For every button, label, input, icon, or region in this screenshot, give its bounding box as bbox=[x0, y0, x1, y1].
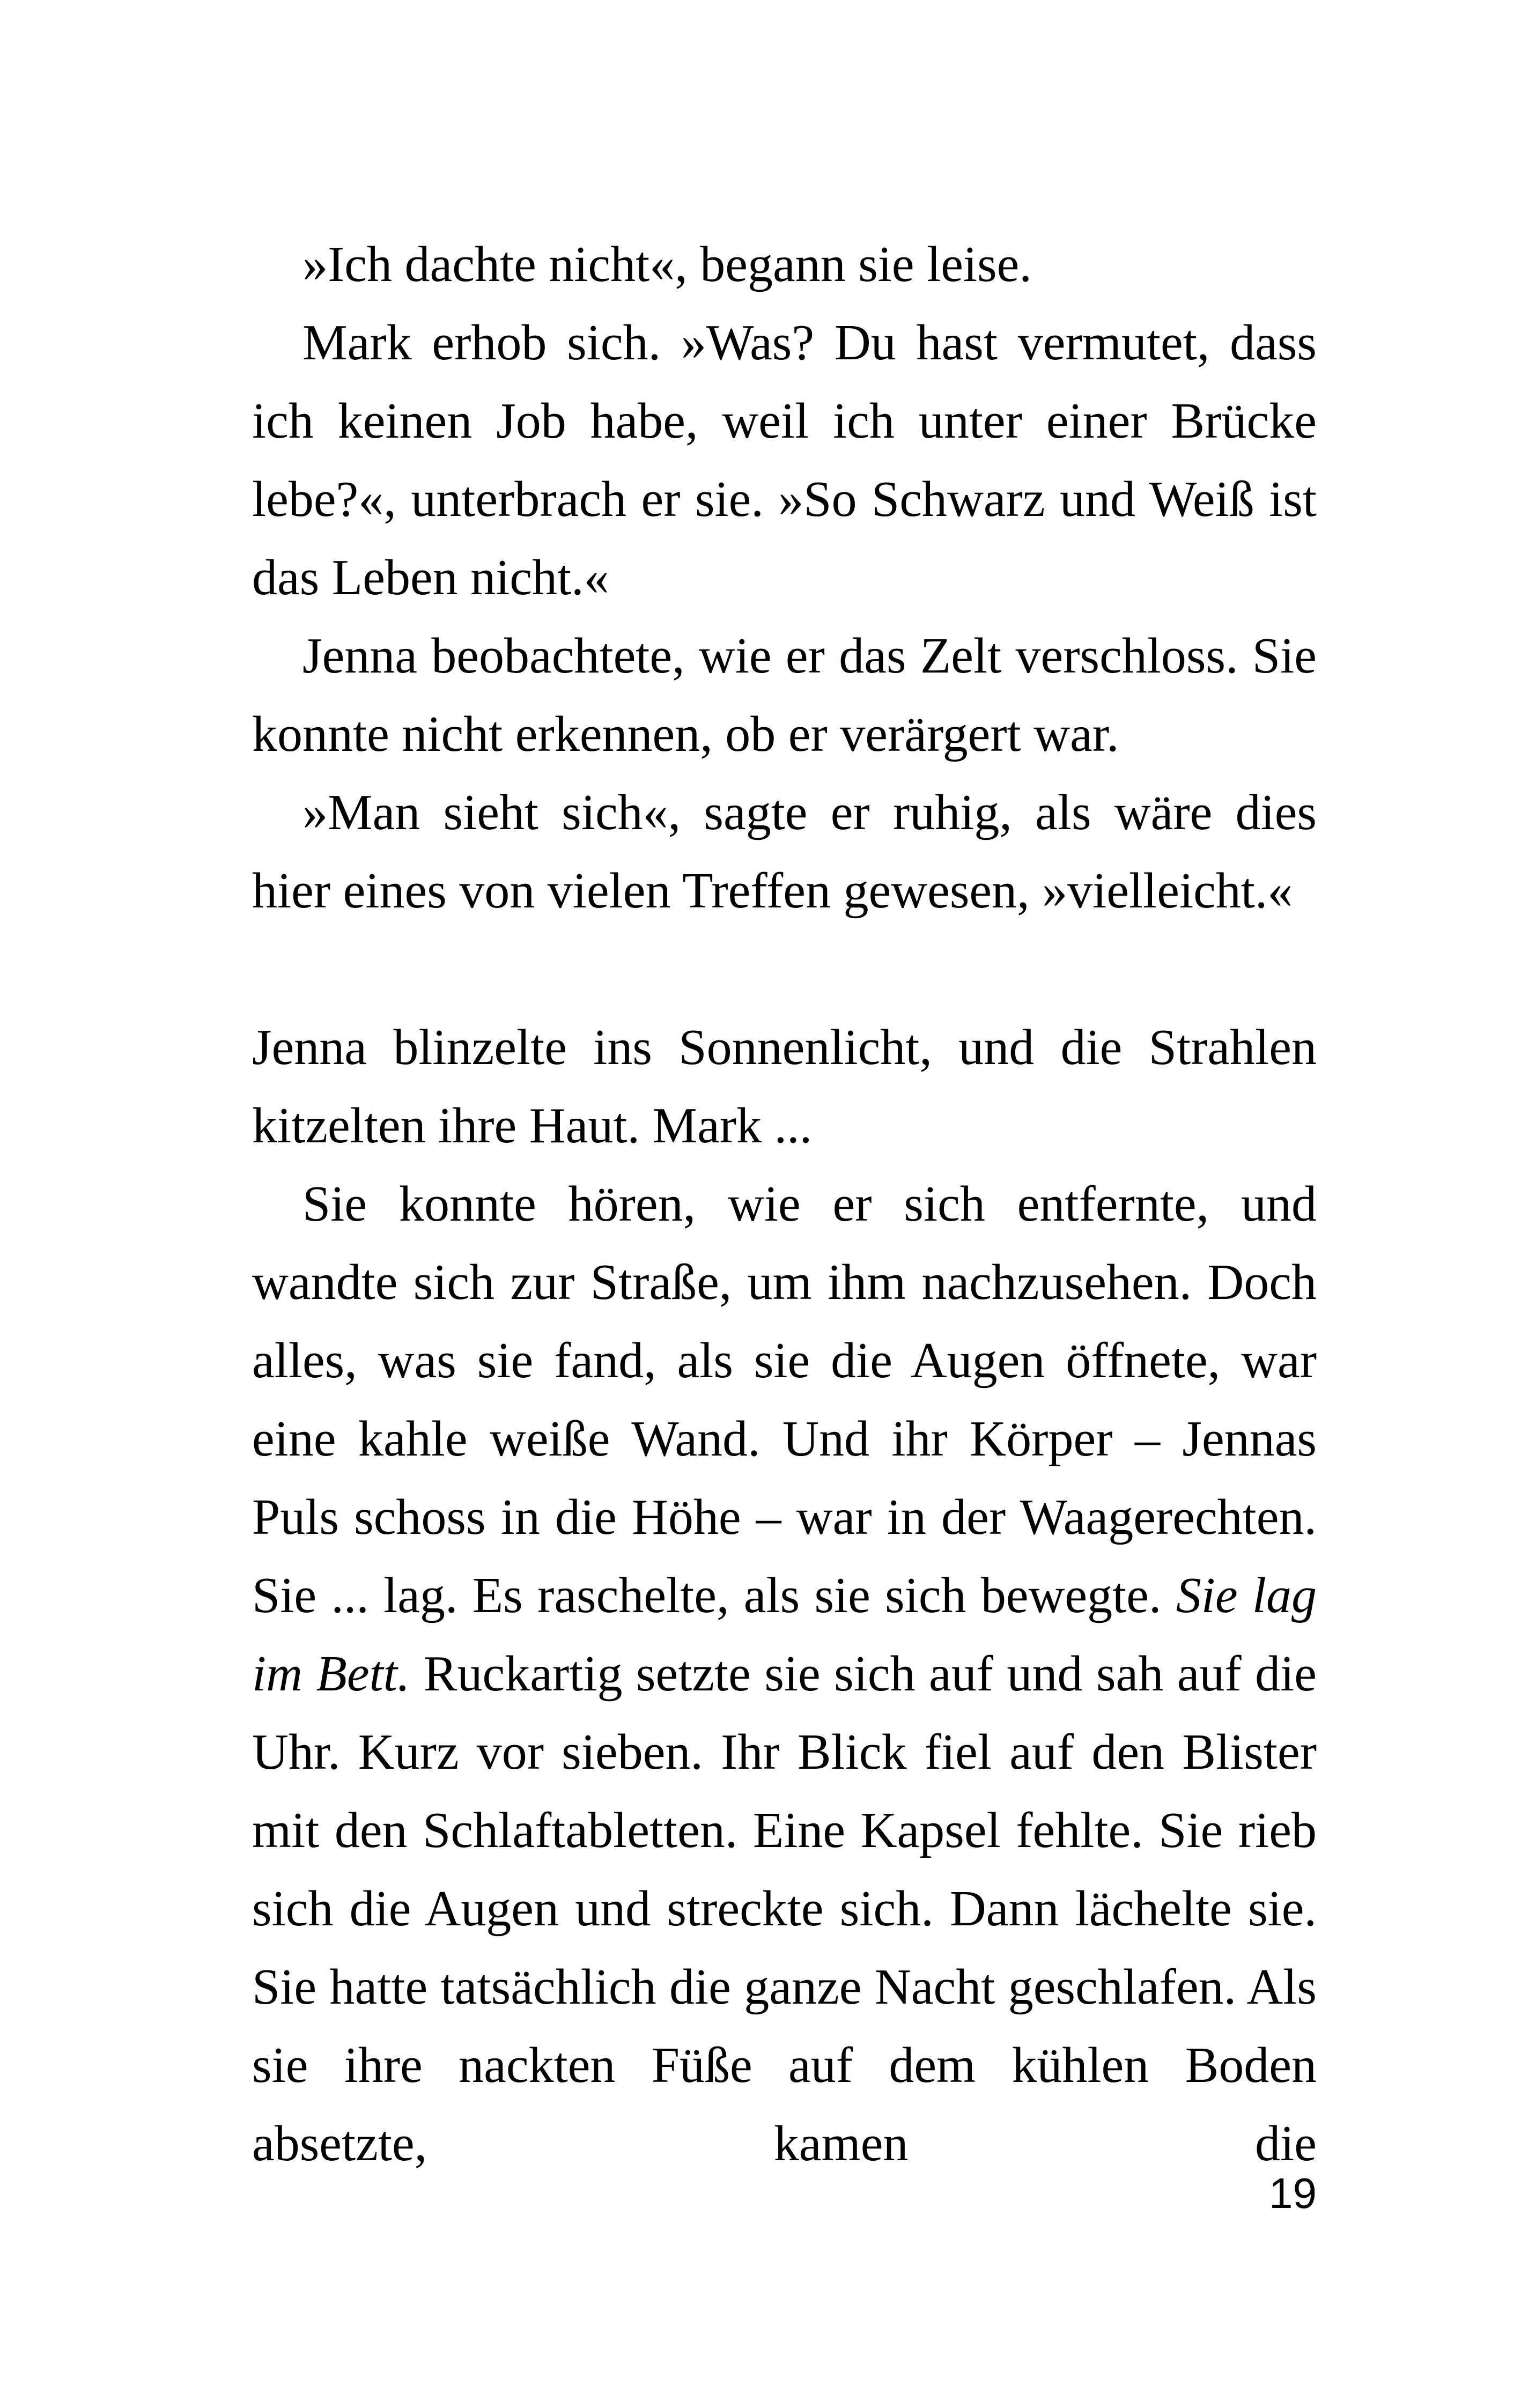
paragraph-text: Ruckartig setzte sie sich auf und sah auf die Uhr. Kurz vor sieben. Ihr Blick fiel auf den Blister mit den Schlaftabletten. Eine Kapsel fehlte. Sie rieb sich die Augen und streckte sich. Dann lächelte sie. Sie hatte tatsächlich die ganze Nacht geschlafen. Als sie ihre nackten Füße auf dem kühlen Boden absetzte, kamen die bbox=[252, 1646, 1317, 2171]
page-number: 19 bbox=[1269, 2169, 1317, 2217]
paragraph: Jenna blinzelte ins Sonnenlicht, und die Strahlen kitzelten ihre Haut. Mark ... bbox=[252, 1020, 1317, 1154]
paragraph: »Ich dachte nicht«, begann sie leise. bbox=[302, 237, 1032, 292]
section-break bbox=[252, 930, 1317, 1008]
paragraph-text: Sie konnte hören, wie er sich entfernte, und wandte sich zur Straße, um ihm nachzusehen. Doch alles, was sie fand, als sie die Augen öffnete, war eine kahle weiße Wand. Und ihr Körper – Jennas Puls schoss in die Höhe – war in der Waagerechten. Sie ... lag. Es raschelte, als sie sich bewegte. bbox=[252, 1176, 1317, 1623]
italic-text: Sie lag im Bett. bbox=[252, 1568, 1317, 1702]
paragraph: »Man sieht sich«, sagte er ruhig, als wäre dies hier eines von vielen Treffen gewesen, »vielleicht.« bbox=[252, 785, 1317, 919]
paragraph: Jenna beobachtete, wie er das Zelt verschloss. Sie konnte nicht erkennen, ob er verärgert war. bbox=[252, 628, 1317, 762]
paragraph bbox=[252, 1165, 1317, 2183]
body-text bbox=[252, 225, 1317, 2183]
paragraph: Mark erhob sich. »Was? Du hast vermutet, dass ich keinen Job habe, weil ich unter einer Brücke lebe?«, unterbrach er sie. »So Schwarz und Weiß ist das Leben nicht.« bbox=[252, 315, 1317, 605]
